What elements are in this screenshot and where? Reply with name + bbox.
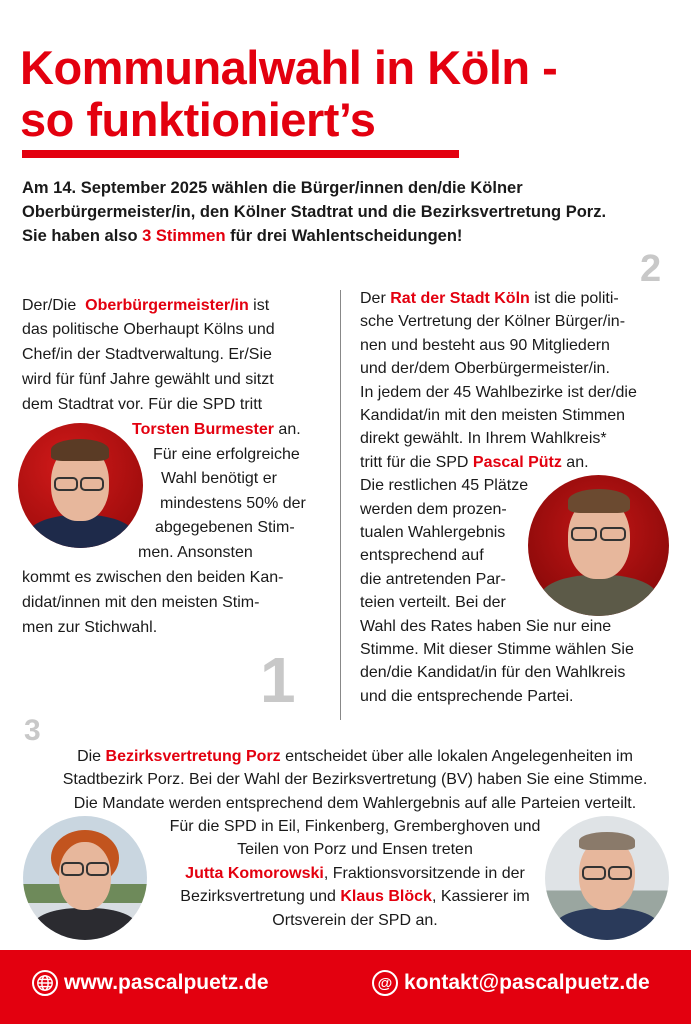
body-text: Stimme. Mit dieser Stimme wählen Sie: [360, 641, 634, 658]
body-text: die antretenden Par-: [360, 570, 506, 588]
text-line: [74, 796, 636, 812]
globe-icon: [32, 970, 58, 996]
text-line: [360, 642, 634, 658]
body-text: Die restlichen 45 Plätze: [360, 477, 529, 495]
text-line: [360, 385, 637, 401]
body-text: Oberbürgermeister/in, den Kölner Stadtrat und die Bezirksvertretung Porz.: [22, 203, 607, 221]
text-line: [170, 819, 541, 835]
photo-klaus-bloeck: [545, 816, 669, 940]
body-text: Wahl des Rates haben Sie nur eine: [360, 617, 612, 635]
body-text: sche Vertretung der Kölner Bürger/in-: [360, 313, 626, 331]
text-line: [161, 471, 277, 487]
text-line: [360, 338, 610, 354]
body-text: Der: [360, 290, 391, 307]
text-line: [132, 422, 301, 438]
body-text: an.: [273, 421, 301, 438]
text-line: [155, 520, 295, 536]
body-text: didat/innen mit den meisten Stim-: [22, 594, 260, 611]
body-text: , Fraktionsvorsitzende in der: [323, 865, 525, 882]
body-text: und die entsprechende Partei.: [360, 687, 574, 705]
text-line: [22, 620, 157, 636]
text-line: [360, 525, 505, 541]
text-line: [22, 228, 462, 245]
text-line: [22, 298, 269, 314]
body-text: entsprechend auf: [360, 547, 484, 565]
text-line: [360, 314, 625, 330]
website-text: www.pascalpuetz.de: [64, 971, 269, 994]
body-text: nen und besteht aus 90 Mitgliedern: [360, 336, 610, 354]
body-text: Am 14. September 2025 wählen die Bürger/innen den/die Kölner: [22, 179, 523, 197]
photo-pascal-puetz: [528, 475, 669, 616]
highlight-text: 3 Stimmen: [142, 227, 226, 245]
body-text: und der/dem Oberbürgermeister/in.: [360, 360, 610, 378]
body-text: Sie haben also: [22, 227, 143, 245]
body-text: Für die SPD in Eil, Finkenberg, Gremberghoven und: [169, 818, 541, 835]
body-text: Teilen von Porz und Ensen treten: [237, 841, 473, 858]
body-text: für drei Wahlentscheidungen!: [225, 227, 463, 245]
text-line: [360, 431, 607, 447]
body-text: wird für fünf Jahre gewählt und sitzt: [22, 371, 274, 388]
text-line: [360, 408, 625, 424]
body-text: direkt gewählt. In Ihrem Wahlkreis*: [360, 430, 607, 448]
at-sign-icon: @: [372, 970, 398, 996]
text-line: [360, 361, 610, 377]
body-text: dem Stadtrat vor. Für die SPD tritt: [22, 396, 263, 413]
highlight-text: Klaus Blöck: [340, 888, 432, 905]
text-line: [272, 913, 437, 929]
body-text: mindestens 50% der: [160, 495, 306, 512]
photo-jutta-komorowski: [23, 816, 147, 940]
email-text: kontakt@pascalpuetz.de: [404, 971, 650, 994]
text-line: [22, 204, 606, 221]
footer-bar: [0, 950, 691, 1024]
text-line: [22, 397, 262, 413]
text-line: [22, 570, 283, 586]
text-line: [237, 842, 473, 858]
body-text: , Kassierer im: [431, 888, 530, 905]
section-number-3: 3: [24, 714, 41, 747]
body-text: Chef/in der Stadtverwaltung. Er/Sie: [22, 346, 272, 363]
highlight-text: Pascal Pütz: [472, 453, 562, 471]
text-line: [22, 347, 272, 363]
text-line: [138, 545, 253, 561]
body-text: Der/Die: [22, 297, 86, 314]
body-text: Die: [77, 748, 106, 765]
body-text: Die Mandate werden entsprechend dem Wahlergebnis auf alle Parteien verteilt.: [73, 795, 637, 812]
body-text: das politische Oberhaupt Kölns und: [22, 321, 275, 338]
text-line: [360, 548, 484, 564]
body-text: abgegebenen Stim-: [155, 519, 295, 536]
text-line: [77, 749, 633, 765]
text-line: [160, 496, 306, 512]
highlight-text: Jutta Komorowski: [185, 865, 324, 882]
text-line: [360, 455, 589, 471]
highlight-text: Oberbürgermeister/in: [85, 297, 249, 314]
text-line: [185, 866, 525, 882]
body-text: tritt für die SPD: [360, 453, 473, 471]
highlight-text: Torsten Burmester: [132, 421, 274, 438]
section-number-2: 2: [640, 248, 662, 290]
photo-torsten-burmester: [18, 423, 143, 548]
page-title-line-2: so funktioniert’s: [20, 93, 376, 146]
text-line: [360, 619, 611, 635]
body-text: men zur Stichwahl.: [22, 619, 158, 636]
body-text: werden dem prozen-: [360, 500, 507, 518]
column-divider: [340, 290, 341, 720]
text-line: [360, 665, 625, 681]
page-title-line-1: Kommunalwahl in Köln -: [20, 41, 558, 94]
text-line: [22, 372, 274, 388]
body-text: Bezirksvertretung und: [180, 888, 341, 905]
body-text: ist: [248, 297, 270, 314]
email-link[interactable]: [372, 970, 650, 996]
body-text: ist die politi-: [529, 290, 619, 307]
body-text: Ortsverein der SPD an.: [272, 912, 438, 929]
highlight-text: Bezirksvertretung Porz: [105, 748, 281, 765]
body-text: an.: [561, 453, 589, 471]
body-text: Für eine erfolgreiche: [153, 446, 300, 463]
text-line: [360, 595, 506, 611]
body-text: Stadtbezirk Porz. Bei der Wahl der Bezirksvertretung (BV) haben Sie eine Stimme.: [62, 771, 648, 788]
text-line: [360, 478, 528, 494]
body-text: kommt es zwischen den beiden Kan-: [22, 569, 284, 586]
body-text: tualen Wahlergebnis: [360, 524, 506, 541]
body-text: Wahl benötigt er: [161, 470, 277, 487]
body-text: In jedem der 45 Wahlbezirke ist der/die: [360, 383, 637, 401]
highlight-text: Rat der Stadt Köln: [390, 290, 530, 307]
body-text: teien verteilt. Bei der: [360, 594, 506, 612]
body-text: entscheidet über alle lokalen Angelegenheiten im: [280, 748, 633, 765]
body-text: men. Ansonsten: [138, 544, 253, 561]
text-line: [63, 772, 648, 788]
body-text: Kandidat/in mit den meisten Stimmen: [360, 407, 626, 424]
text-line: [22, 595, 259, 611]
website-link[interactable]: [32, 970, 269, 996]
section-number-1: 1: [260, 644, 296, 716]
text-line: [360, 572, 506, 588]
text-line: [360, 502, 507, 518]
text-line: [22, 180, 523, 197]
text-line: [360, 291, 619, 307]
text-line: [360, 689, 573, 705]
text-line: [153, 447, 300, 463]
body-text: den/die Kandidat/in für den Wahlkreis: [360, 664, 626, 682]
text-line: [180, 889, 529, 905]
text-line: [22, 322, 275, 338]
title-underline: [22, 150, 459, 158]
